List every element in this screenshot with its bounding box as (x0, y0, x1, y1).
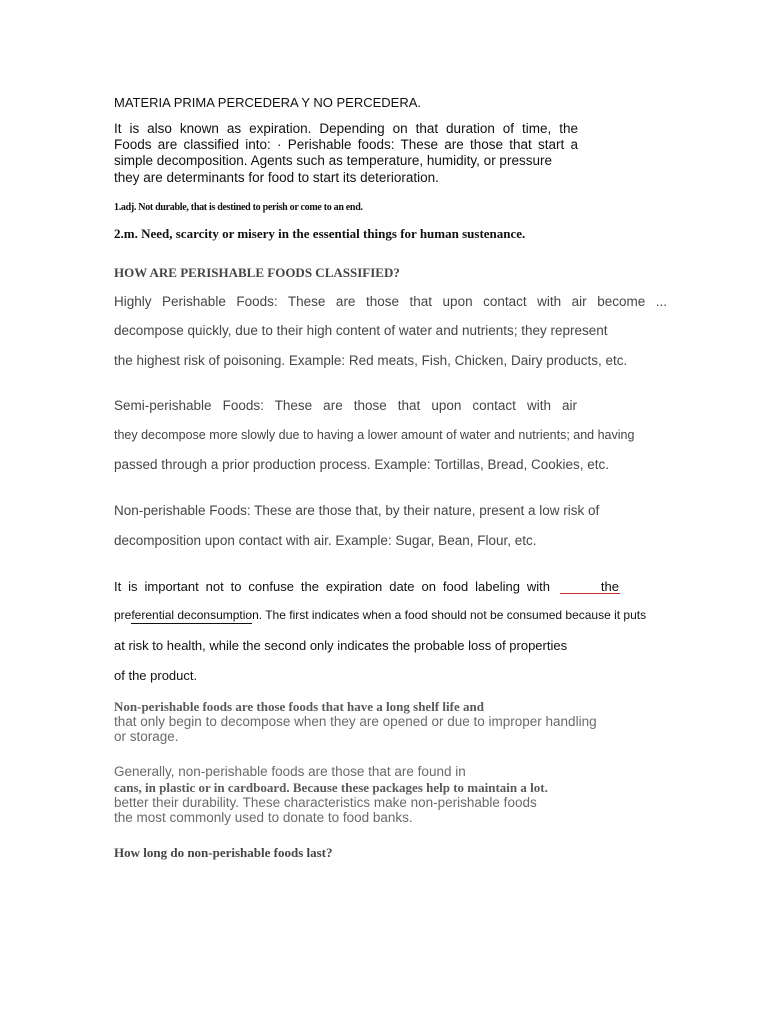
intro-line-2: Foods are classified into: · Perishable foods: These are those that start a (114, 137, 578, 152)
non-perishable-line-1: Non-perishable Foods: These are those that, by their nature, present a low risk of (114, 503, 600, 518)
intro-line-4: they are determinants for food to start its deterioration. (114, 170, 439, 185)
spelling-underline (560, 593, 620, 594)
semi-perishable-line-3: passed through a prior production process. Example: Tortillas, Bread, Cookies, etc. (114, 457, 610, 472)
highly-perishable-line-1: Highly Perishable Foods: These are those that upon contact with air become ... (114, 294, 667, 309)
semi-perishable-line-1: Semi-perishable Foods: These are those that upon contact with air (114, 398, 577, 413)
preferential-consumption-link[interactable]: ferential deconsumption (131, 608, 259, 622)
generally-line-4: the most commonly used to donate to food banks. (114, 810, 413, 825)
highly-perishable-line-3: the highest risk of poisoning. Example: Red meats, Fish, Chicken, Dairy products, etc. (114, 353, 628, 368)
important-line-1-text: It is important not to confuse the expiration date on food labeling with (114, 579, 550, 594)
document-title: MATERIA PRIMA PERCEDERA Y NO PERCEDERA. (114, 95, 422, 110)
generally-line-1: Generally, non-perishable foods are those that are found in (114, 764, 466, 779)
heading-perishable-classification: HOW ARE PERISHABLE FOODS CLASSIFIED? (114, 265, 400, 280)
the-link[interactable]: the (600, 579, 619, 594)
heading-shelf-life: How long do non-perishable foods last? (114, 845, 333, 860)
important-line-2-prefix: pre (114, 608, 132, 622)
non-perishable-para-line-1: Non-perishable foods are those foods that have a long shelf life and (114, 699, 484, 714)
semi-perishable-line-2: they decompose more slowly due to having a lower amount of water and nutrients; and having (114, 428, 635, 442)
highly-perishable-line-2: decompose quickly, due to their high content of water and nutrients; they represent (114, 323, 608, 338)
important-line-1 (114, 579, 619, 594)
link-underline (131, 623, 252, 624)
important-line-4: of the product. (114, 668, 198, 683)
intro-line-1: It is also known as expiration. Depending on that duration of time, the (114, 121, 578, 136)
non-perishable-para-line-2: that only begin to decompose when they are opened or due to improper handling (114, 714, 597, 729)
generally-line-3: better their durability. These characteristics make non-perishable foods (114, 795, 537, 810)
important-line-3: at risk to health, while the second only indicates the probable loss of properties (114, 638, 568, 653)
definition-1: 1.adj. Not durable, that is destined to perish or come to an end. (114, 202, 363, 213)
definition-2: 2.m. Need, scarcity or misery in the essential things for human sustenance. (114, 226, 526, 241)
non-perishable-para-line-3: or storage. (114, 729, 179, 744)
important-line-2-rest: . The first indicates when a food should not be consumed because it puts (258, 608, 647, 622)
generally-line-2: cans, in plastic or in cardboard. Because these packages help to maintain a lot. (114, 780, 548, 795)
intro-line-3: simple decomposition. Agents such as temperature, humidity, or pressure (114, 153, 552, 168)
important-line-2 (114, 608, 646, 622)
non-perishable-line-2: decomposition upon contact with air. Example: Sugar, Bean, Flour, etc. (114, 533, 537, 548)
